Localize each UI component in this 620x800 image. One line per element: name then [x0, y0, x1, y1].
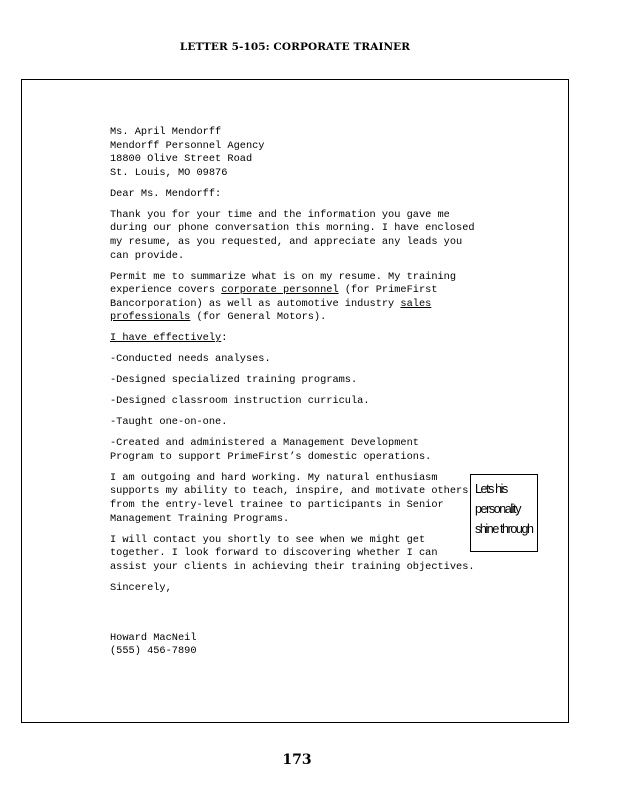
underlined-corporate-personnel: corporate personnel	[221, 284, 339, 297]
recipient-company: Mendorff Personnel Agency	[110, 139, 265, 152]
page-number: 173	[282, 752, 312, 768]
margin-note: Lets his personality shine through	[470, 474, 538, 552]
recipient-name: Ms. April Mendorff	[110, 126, 222, 138]
paragraph-thanks: Thank you for your time and the information you gave me during our phone conversation this morning. I have enclosed my resume, as you requested, and appreciate any leads you can provide.	[110, 208, 475, 262]
salutation: Dear Ms. Mendorff:	[110, 187, 222, 200]
list-item: -Conducted needs analyses.	[110, 353, 271, 366]
list-item: -Created and administered a Management Development Program to support PrimeFirst’s domestic operations.	[110, 437, 432, 463]
recipient-address	[110, 126, 480, 180]
list-item: -Designed specialized training programs.	[110, 374, 358, 387]
paragraph-summary: Permit me to summarize what is on my resume. My training experience covers corporate personnel (for PrimeFirst Bancorporation) as well as automotive industry sales professionals (for General Motors).	[110, 270, 457, 324]
letter-body	[110, 126, 480, 659]
paragraph-followup: I will contact you shortly to see when we might get together. I look forward to discovering whether I can assist your clients in achieving their training objectives.	[110, 533, 475, 573]
list-item: -Taught one-on-one.	[110, 416, 228, 429]
recipient-street: 18800 Olive Street Road	[110, 153, 253, 166]
signature-phone: (555) 456-7890	[110, 645, 197, 658]
letter-heading: LETTER 5-105: CORPORATE TRAINER	[179, 41, 411, 53]
recipient-city: St. Louis, MO 09876	[110, 166, 228, 179]
signature-space	[110, 603, 480, 632]
accomplishments-intro: I have effectively:	[110, 332, 228, 345]
list-item: -Designed classroom instruction curricula.	[110, 395, 370, 408]
closing: Sincerely,	[110, 581, 172, 594]
underlined-sales-professionals: sales professionals	[110, 297, 432, 324]
signature-name: Howard MacNeil	[110, 631, 197, 644]
paragraph-personality: I am outgoing and hard working. My natural enthusiasm supports my ability to teach, inspire, and motivate others from the entry-level trainee to participants in Senior Management Training Programs.	[110, 471, 469, 525]
underlined-intro: I have effectively	[110, 332, 222, 345]
